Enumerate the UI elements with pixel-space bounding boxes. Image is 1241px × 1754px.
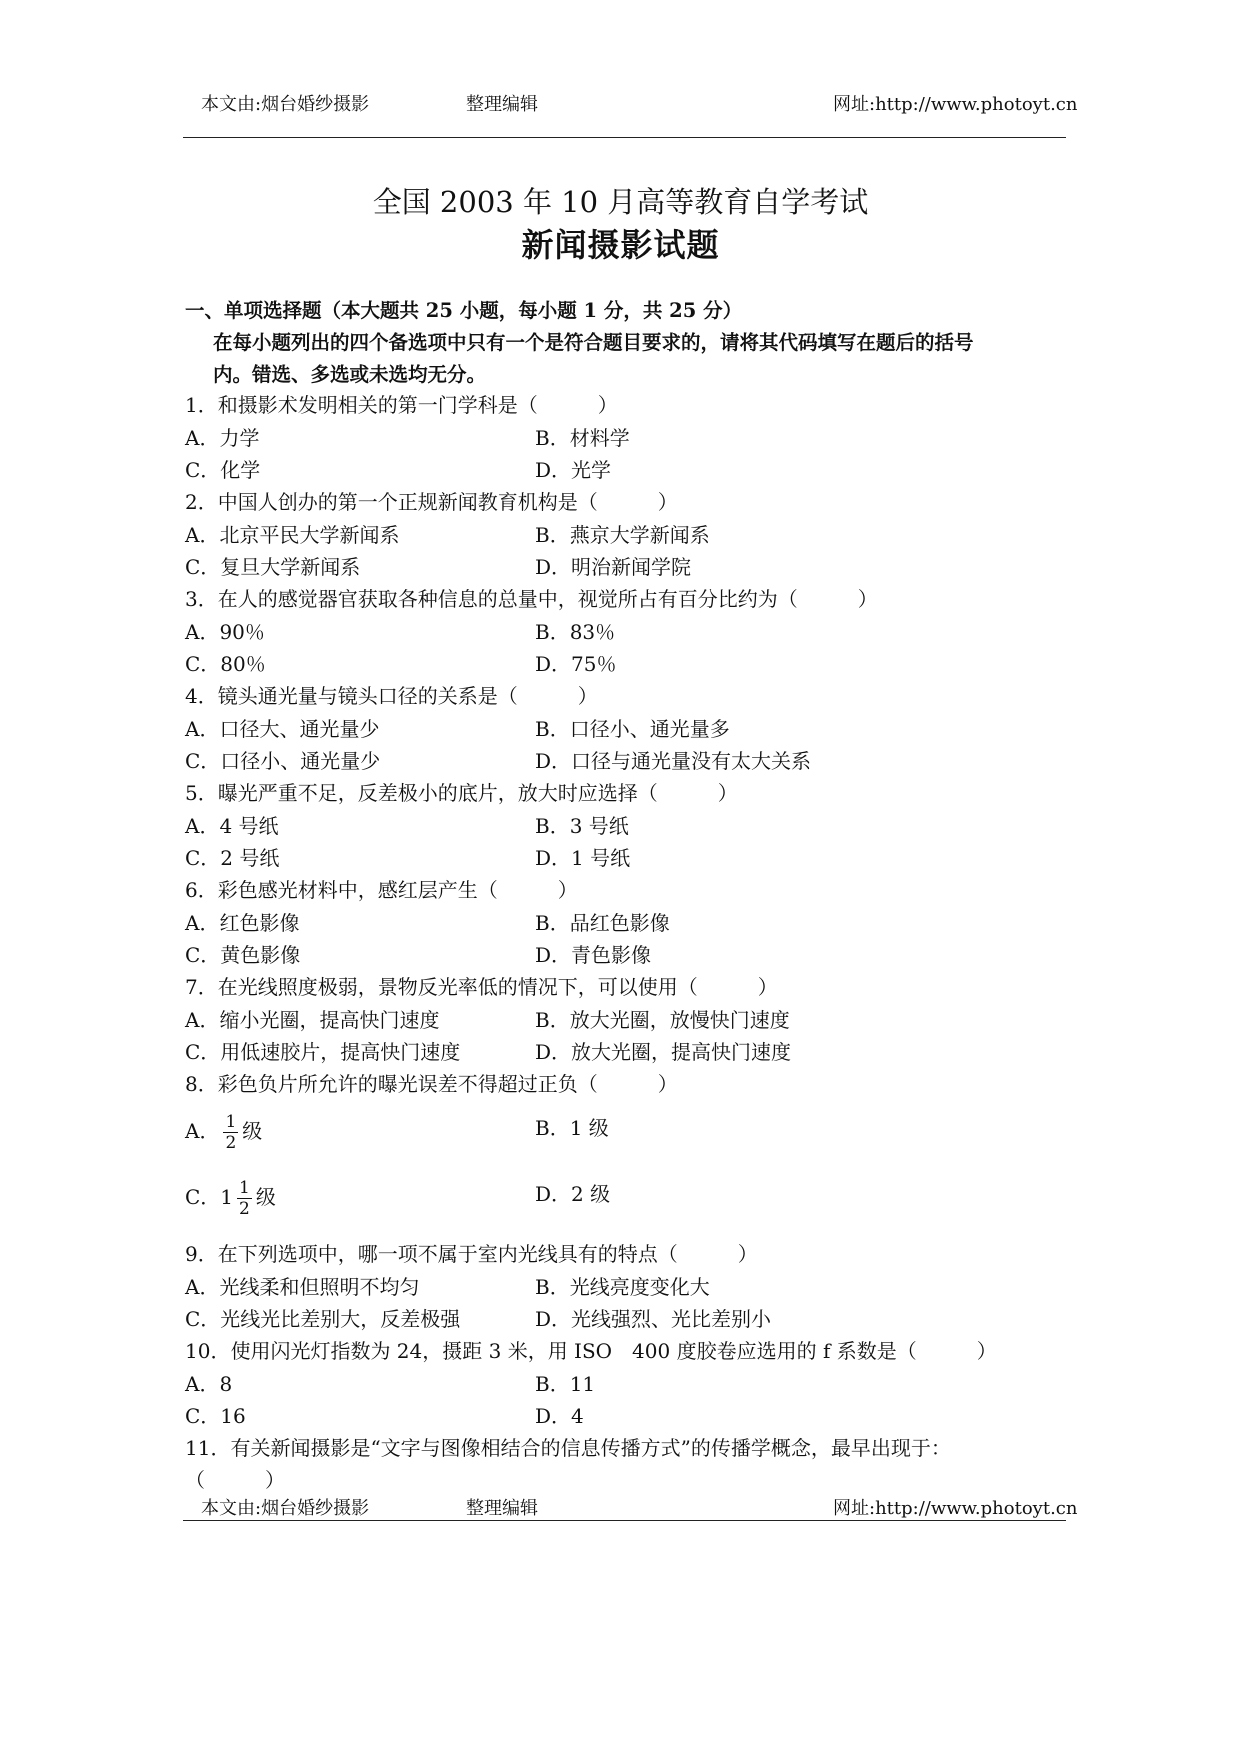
option-b: B．光线亮度变化大 <box>535 1275 710 1299</box>
option-d: D．75％ <box>535 652 617 676</box>
option-d: D．明治新闻学院 <box>535 555 692 579</box>
option-c: C．黄色影像 <box>185 943 301 967</box>
option-d: D．口径与通光量没有太大关系 <box>535 749 812 773</box>
option-c-suffix: 级 <box>255 1185 276 1209</box>
option-c-prefix: C．1 <box>185 1185 234 1209</box>
fraction <box>223 1112 238 1153</box>
option-d: D．光学 <box>535 458 612 482</box>
option-a-prefix: A． <box>185 1119 220 1143</box>
option-a: A．缩小光圈，提高快门速度 <box>185 1008 440 1032</box>
fraction-denominator: 2 <box>239 1199 250 1219</box>
question-stem: 2．中国人创办的第一个正规新闻教育机构是（ ） <box>185 490 678 514</box>
fraction-denominator: 2 <box>225 1133 237 1153</box>
option-a: A．光线柔和但照明不均匀 <box>185 1275 420 1299</box>
option-b: B．燕京大学新闻系 <box>535 523 710 547</box>
question-stem: 7．在光线照度极弱，景物反光率低的情况下，可以使用（ ） <box>185 975 778 999</box>
question-stem: 4．镜头通光量与镜头口径的关系是（ ） <box>185 684 598 708</box>
fraction <box>237 1178 252 1219</box>
footer-edit: 整理编辑 <box>466 1498 538 1519</box>
header-edit: 整理编辑 <box>466 94 538 115</box>
option-d: D．2 级 <box>535 1182 611 1206</box>
option-c: C．光线光比差别大，反差极强 <box>185 1307 461 1331</box>
option-c: C．复旦大学新闻系 <box>185 555 361 579</box>
exam-subject-title: 新闻摄影试题 <box>521 226 720 264</box>
option-c: C．用低速胶片，提高快门速度 <box>185 1040 461 1064</box>
question-stem: 6．彩色感光材料中，感红层产生（ ） <box>185 878 578 902</box>
question-stem: 1．和摄影术发明相关的第一门学科是（ ） <box>185 393 618 417</box>
footer-rule <box>183 1520 1066 1521</box>
question-stem: 9．在下列选项中，哪一项不属于室内光线具有的特点（ ） <box>185 1242 758 1266</box>
option-c: C．化学 <box>185 458 261 482</box>
option-b: B．品红色影像 <box>535 911 670 935</box>
option-d: D．光线强烈、光比差别小 <box>535 1307 772 1331</box>
option-c <box>185 1178 276 1219</box>
option-a: A．北京平民大学新闻系 <box>185 523 400 547</box>
question-stem-continuation: （ ） <box>185 1468 285 1492</box>
question-stem: 10．使用闪光灯指数为 24，摄距 3 米，用 ISO 400 度胶卷应选用的 f 系数是（ ） <box>185 1339 997 1363</box>
option-d: D．1 号纸 <box>535 846 631 870</box>
option-c: C．2 号纸 <box>185 846 280 870</box>
option-c: C．80％ <box>185 652 266 676</box>
header-website: 网址:http://www.photoyt.cn <box>833 94 1078 115</box>
footer-source: 本文由:烟台婚纱摄影 <box>201 1498 370 1519</box>
fraction-numerator: 1 <box>225 1112 237 1132</box>
option-b: B．口径小、通光量多 <box>535 717 730 741</box>
option-a: A．90％ <box>185 620 265 644</box>
option-a <box>185 1112 262 1153</box>
option-b: B．1 级 <box>535 1116 609 1140</box>
option-b: B．83％ <box>535 620 616 644</box>
header-source: 本文由:烟台婚纱摄影 <box>201 94 370 115</box>
option-a: A．口径大、通光量少 <box>185 717 380 741</box>
option-d: D．放大光圈，提高快门速度 <box>535 1040 792 1064</box>
section-instruction-line1: 在每小题列出的四个备选项中只有一个是符合题目要求的，请将其代码填写在题后的括号 <box>213 331 974 354</box>
option-b: B．材料学 <box>535 426 630 450</box>
option-a: A．力学 <box>185 426 260 450</box>
question-stem: 3．在人的感觉器官获取各种信息的总量中，视觉所占有百分比约为（ ） <box>185 587 878 611</box>
footer-website: 网址:http://www.photoyt.cn <box>833 1498 1078 1519</box>
option-a: A．红色影像 <box>185 911 300 935</box>
option-a: A．4 号纸 <box>185 814 279 838</box>
section-instruction-line2: 内。错选、多选或未选均无分。 <box>213 363 487 386</box>
option-a-suffix: 级 <box>242 1119 263 1143</box>
option-c: C．16 <box>185 1404 246 1428</box>
option-a: A．8 <box>185 1372 233 1396</box>
exam-title: 全国 2003 年 10 月高等教育自学考试 <box>372 185 869 219</box>
question-stem: 5．曝光严重不足，反差极小的底片，放大时应选择（ ） <box>185 781 738 805</box>
option-b: B．11 <box>535 1372 596 1396</box>
fraction-numerator: 1 <box>239 1178 250 1198</box>
question-stem: 8．彩色负片所允许的曝光误差不得超过正负（ ） <box>185 1072 678 1096</box>
question-stem: 11．有关新闻摄影是“文字与图像相结合的信息传播方式”的传播学概念，最早出现于： <box>185 1436 951 1460</box>
option-c: C．口径小、通光量少 <box>185 749 381 773</box>
section-heading: 一、单项选择题（本大题共 25 小题，每小题 1 分，共 25 分） <box>185 299 743 322</box>
header-rule <box>183 137 1066 138</box>
option-b: B．放大光圈，放慢快门速度 <box>535 1008 790 1032</box>
option-d: D．青色影像 <box>535 943 652 967</box>
option-b: B．3 号纸 <box>535 814 629 838</box>
option-d: D．4 <box>535 1404 584 1428</box>
